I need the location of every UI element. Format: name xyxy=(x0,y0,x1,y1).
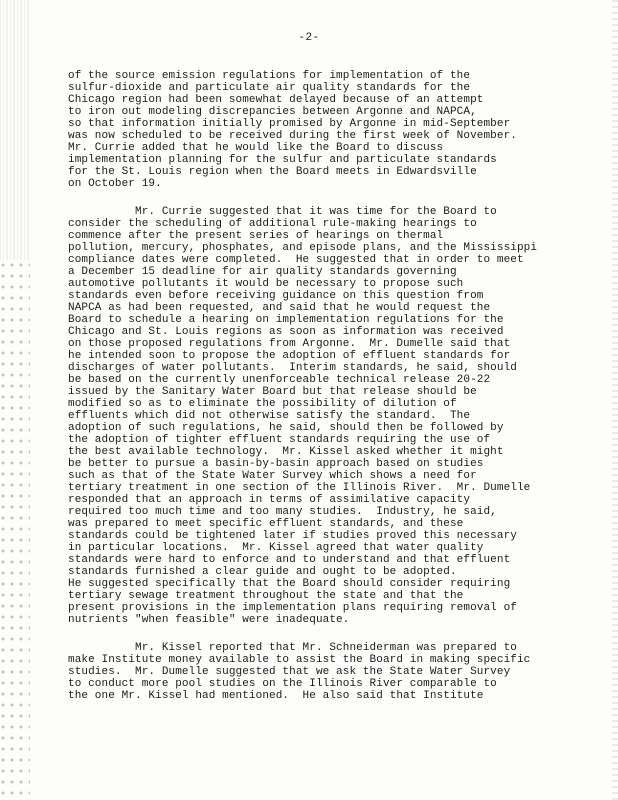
text-line: adoption of such regulations, he said, should then be followed by xyxy=(68,422,504,434)
text-line: on October 19. xyxy=(68,178,162,190)
text-line: Chicago and St. Louis regions as soon as information was received xyxy=(68,326,504,338)
text-line: a December 15 deadline for air quality standards governing xyxy=(68,266,457,278)
text-line: tertiary treatment in one section of the Illinois River. Mr. Dumelle xyxy=(68,482,531,494)
text-line: to conduct more pool studies on the Illinois River comparable to xyxy=(68,678,497,690)
text-line: Board to schedule a hearing on implementation regulations for the xyxy=(68,314,504,326)
text-line: pollution, mercury, phosphates, and episode plans, and the Mississippi xyxy=(68,242,538,254)
text-line: in particular locations. Mr. Kissel agreed that water quality xyxy=(68,542,484,554)
text-line: sulfur-dioxide and particulate air quality standards for the xyxy=(68,82,471,94)
text-line: he intended soon to propose the adoption of effluent standards for xyxy=(68,350,511,362)
text-line: responded that an approach in terms of assimilative capacity xyxy=(68,494,471,506)
text-line: studies. Mr. Dumelle suggested that we ask the State Water Survey xyxy=(68,666,511,678)
text-line: issued by the Sanitary Water Board but that release should be xyxy=(68,386,477,398)
text-line: for the St. Louis region when the Board meets in Edwardsville xyxy=(68,166,477,178)
text-line: tertiary sewage treatment throughout the state and that the xyxy=(68,590,464,602)
text-line: commence after the present series of hearings on thermal xyxy=(68,230,444,242)
text-line: such as that of the State Water Survey which shows a need for xyxy=(68,470,477,482)
text-line: was prepared to meet specific effluent standards, and these xyxy=(68,518,464,530)
text-line: the one Mr. Kissel had mentioned. He also said that Institute xyxy=(68,690,484,702)
text-line: modified so as to eliminate the possibility of dilution of xyxy=(68,398,457,410)
text-line: was now scheduled to be received during the first week of November. xyxy=(68,130,517,142)
text-line: Mr. Kissel reported that Mr. Schneiderman was prepared to xyxy=(68,642,517,654)
text-line: make Institute money available to assist the Board in making specific xyxy=(68,654,531,666)
text-line: standards were hard to enforce and to understand and that effluent xyxy=(68,554,511,566)
text-line: automotive pollutants it would be necessary to propose such xyxy=(68,278,464,290)
text-line: required too much time and too many studies. Industry, he said, xyxy=(68,506,497,518)
text-line: standards could be tightened later if studies proved this necessary xyxy=(68,530,517,542)
text-line: effluents which did not otherwise satisfy the standard. The xyxy=(68,410,471,422)
text-line: of the source emission regulations for implementation of the xyxy=(68,70,471,82)
text-line: Chicago region had been somewhat delayed because of an attempt xyxy=(68,94,484,106)
text-line: He suggested specifically that the Board should consider requiring xyxy=(68,578,511,590)
text-line: compliance dates were completed. He suggested that in order to meet xyxy=(68,254,524,266)
text-line: to iron out modeling discrepancies between Argonne and NAPCA, xyxy=(68,106,477,118)
scan-edge-noise xyxy=(0,260,30,800)
text-line: consider the scheduling of additional rule-making hearings to xyxy=(68,218,477,230)
text-line: nutrients "when feasible" were inadequate. xyxy=(68,614,350,626)
text-line: the best available technology. Mr. Kissel asked whether it might xyxy=(68,446,504,458)
text-line: Mr. Currie suggested that it was time for the Board to xyxy=(68,206,497,218)
page-number: -2- xyxy=(298,32,320,44)
text-line: NAPCA as had been requested, and said that he would request the xyxy=(68,302,491,314)
text-line: be based on the currently unenforceable technical release 20-22 xyxy=(68,374,491,386)
text-line: present provisions in the implementation plans requiring removal of xyxy=(68,602,517,614)
text-line: discharges of water pollutants. Interim standards, he said, should xyxy=(68,362,517,374)
scan-edge-right xyxy=(612,0,618,800)
text-line: on those proposed regulations from Argonne. Mr. Dumelle said that xyxy=(68,338,511,350)
text-line: the adoption of tighter effluent standards requiring the use of xyxy=(68,434,491,446)
text-line: be better to pursue a basin-by-basin approach based on studies xyxy=(68,458,484,470)
text-line: standards furnished a clear guide and ought to be adopted. xyxy=(68,566,457,578)
text-line: implementation planning for the sulfur and particulate standards xyxy=(68,154,497,166)
text-line: standards even before receiving guidance on this question from xyxy=(68,290,484,302)
text-line: Mr. Currie added that he would like the Board to discuss xyxy=(68,142,444,154)
text-line: so that information initially promised by Argonne in mid-September xyxy=(68,118,511,130)
